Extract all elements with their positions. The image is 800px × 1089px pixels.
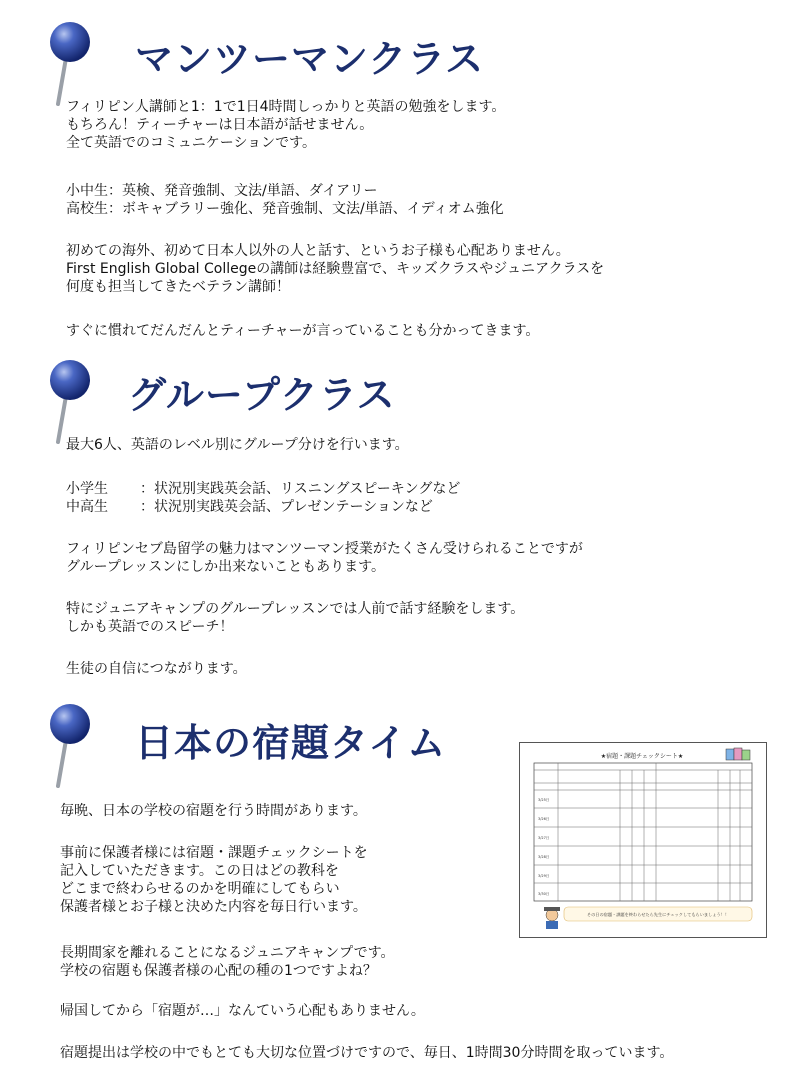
section-3-para-3: 長期間家を離れることになるジュニアキャンプです。 学校の宿題も保護者様の心配の種の1つですよね？ — [60, 945, 395, 979]
section-3-para-1: 毎晩、日本の学校の宿題を行う時間があります。 — [60, 803, 367, 819]
section-heading-group: グループクラス — [128, 373, 396, 417]
section-1-para-2: 小中生：英検、発音強制、文法/単語、ダイアリー 高校生：ボキャブラリー強化、発音強制、文法/単語、イディオム強化 — [66, 183, 504, 217]
sheet-date-label: 3/29日 — [538, 874, 550, 878]
sheet-footer-note: その日の宿題・課題を終わらせたら先生にチェックしてもらいましょう！！ — [586, 912, 730, 917]
sheet-date-label: 3/27日 — [538, 836, 550, 840]
sheet-date-label: 3/28日 — [538, 855, 550, 859]
sheet-date-label: 3/26日 — [538, 817, 550, 821]
sheet-date-label: 3/25日 — [538, 798, 550, 802]
pushpin-icon — [42, 18, 102, 108]
sheet-title: ★宿題・課題チェックシート★ — [600, 753, 684, 760]
student-icon — [544, 907, 560, 929]
section-1-para-3: 初めての海外、初めて日本人以外の人と話す、というお子様も心配ありません。 First English Global Collegeの講師は経験豊富で、キッズクラスやジュニアクラスを 何度も担当してきたベテラン講師！ — [66, 243, 605, 295]
section-3-para-4: 帰国してから「宿題が…」なんていう心配もありません。 — [60, 1003, 425, 1019]
books-icon — [726, 748, 750, 760]
section-1-para-4: すぐに慣れてだんだんとティーチャーが言っていることも分かってきます。 — [66, 323, 540, 339]
section-3-para-2: 事前に保護者様には宿題・課題チェックシートを 記入していただきます。この日はどの教科を どこまで終わらせるのかを明確にしてもらい 保護者様とお子様と決めた内容を毎日行います。 — [60, 845, 368, 915]
section-2-para-3: 生徒の自信につながります。 — [66, 661, 247, 677]
section-2-para-2: 特にジュニアキャンプのグループレッスンでは人前で話す経験をします。 しかも英語でのスピーチ！ — [66, 601, 525, 635]
section-3-para-5: 宿題提出は学校の中でもとても大切な位置づけですので、毎日、1時間30分時間を取っています。 — [60, 1045, 674, 1061]
pushpin-icon — [42, 356, 102, 446]
section-heading-homework: 日本の宿題タイム — [135, 721, 447, 765]
section-2-para-1: フィリピンセブ島留学の魅力はマンツーマン授業がたくさん受けられることですが グループレッスンにしか出来ないこともあります。 — [66, 541, 583, 575]
section-heading-mantoman: マンツーマンクラス — [135, 37, 485, 81]
sheet-date-label: 3/30日 — [538, 892, 550, 896]
homework-check-sheet-image — [519, 742, 767, 938]
section-2-intro: 最大6人、英語のレベル別にグループ分けを行います。 — [66, 437, 409, 453]
pushpin-icon — [42, 700, 102, 790]
section-1-para-1: フィリピン人講師と1：1で1日4時間しっかりと英語の勉強をします。 もちろん！ティーチャーは日本語が話せません。 全て英語でのコミュニケーションです。 — [66, 99, 506, 151]
section-2-subjects: 小学生 ：状況別実践英会話、リスニングスピーキングなど 中高生 ：状況別実践英会話、プレゼンテーションなど — [66, 481, 461, 515]
